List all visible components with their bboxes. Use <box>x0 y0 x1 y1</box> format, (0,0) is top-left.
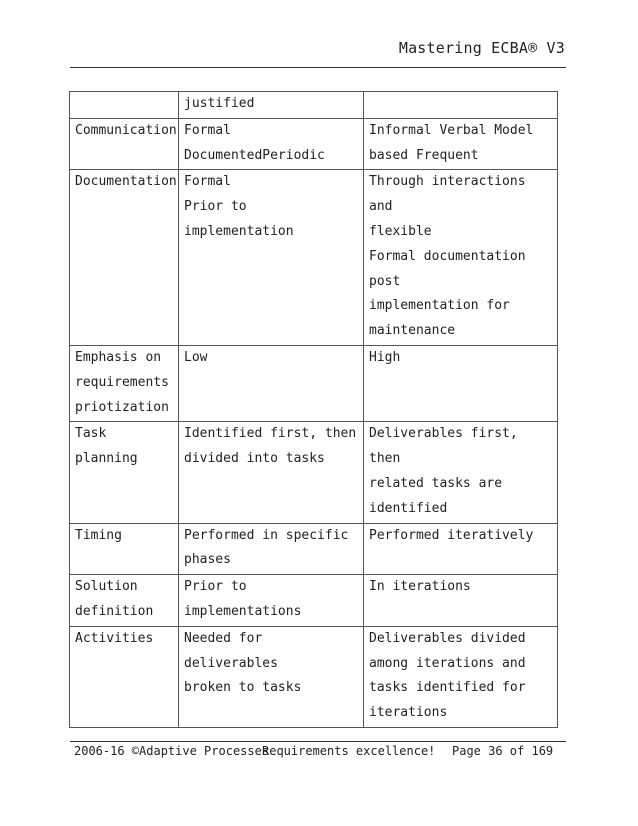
table-cell-aspect: Activities <box>70 626 179 727</box>
table-cell-traditional: justified <box>179 92 364 119</box>
page-header-title: Mastering ECBA® V3 <box>398 39 565 57</box>
table-cell-traditional: Prior to implementations <box>179 575 364 627</box>
table-row <box>70 118 558 170</box>
table-cell-aspect: Solution definition <box>70 575 179 627</box>
table-row <box>70 92 558 119</box>
table-cell-traditional: Formal Prior to implementation <box>179 170 364 346</box>
table-row <box>70 575 558 627</box>
footer-copyright: 2006-16 ©Adaptive Processes <box>74 744 270 758</box>
table-cell-traditional: Low <box>179 345 364 421</box>
table-row <box>70 523 558 575</box>
table-cell-adaptive: Deliverables divided among iterations and tasks identified for iterations <box>364 626 558 727</box>
table-cell-traditional: Identified first, then divided into tasks <box>179 422 364 523</box>
table-row <box>70 345 558 421</box>
table-cell-adaptive <box>364 92 558 119</box>
table-cell-adaptive: Informal Verbal Model based Frequent <box>364 118 558 170</box>
table-cell-traditional: Formal DocumentedPeriodic <box>179 118 364 170</box>
table-row <box>70 626 558 727</box>
table-cell-adaptive: Performed iteratively <box>364 523 558 575</box>
table-cell-aspect: Documentation <box>70 170 179 346</box>
table-row <box>70 422 558 523</box>
table-cell-aspect: Timing <box>70 523 179 575</box>
header-divider <box>70 67 566 68</box>
table-cell-aspect: Emphasis on requirements priotization <box>70 345 179 421</box>
table-cell-aspect <box>70 92 179 119</box>
footer-slogan: Requirements excellence! <box>262 744 436 758</box>
table-cell-aspect: Communication <box>70 118 179 170</box>
footer-divider <box>70 741 566 742</box>
table-row <box>70 170 558 346</box>
table-cell-adaptive: High <box>364 345 558 421</box>
table-cell-aspect: Task planning <box>70 422 179 523</box>
table-cell-traditional: Needed for deliverables broken to tasks <box>179 626 364 727</box>
comparison-table <box>69 91 558 728</box>
table-cell-adaptive: Through interactions and flexible Formal documentation post implementation for maintenance <box>364 170 558 346</box>
footer-page-number: Page 36 of 169 <box>452 744 554 758</box>
table-cell-adaptive: Deliverables first, then related tasks are identified <box>364 422 558 523</box>
table-cell-traditional: Performed in specific phases <box>179 523 364 575</box>
table-cell-adaptive: In iterations <box>364 575 558 627</box>
